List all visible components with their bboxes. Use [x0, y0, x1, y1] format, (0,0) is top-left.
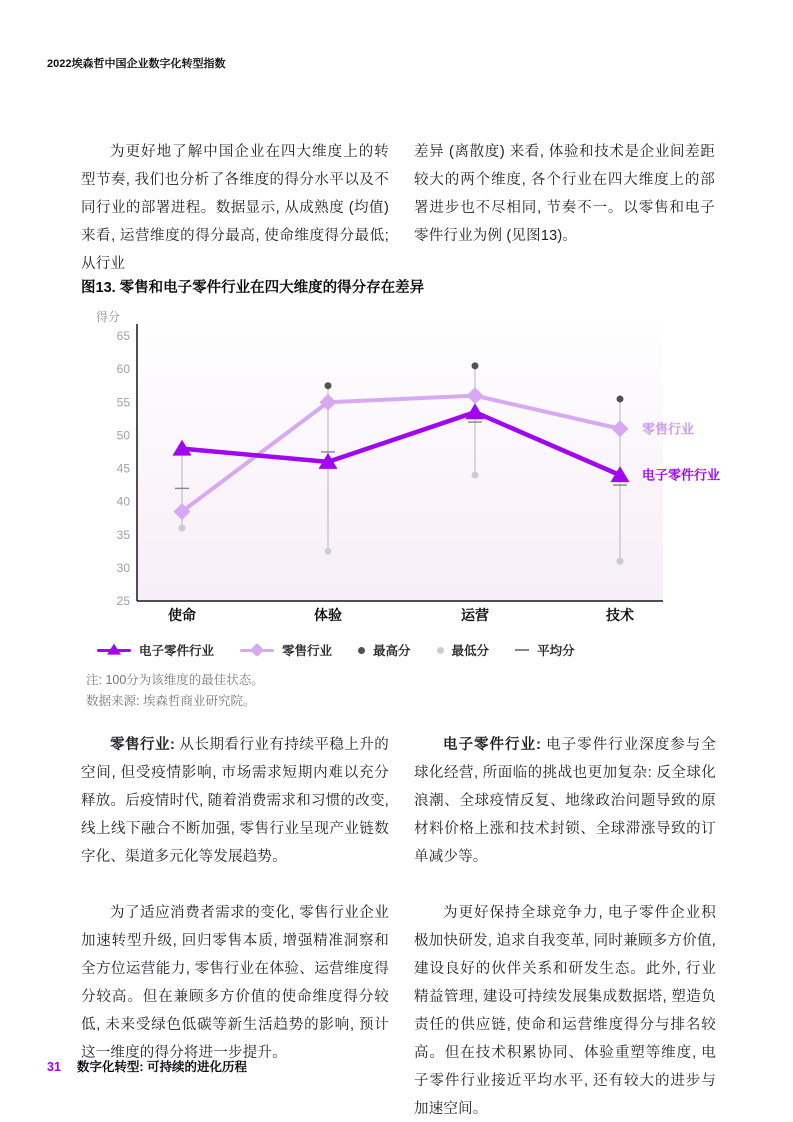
line-chart — [96, 322, 793, 628]
svg-text:电子零件行业: 电子零件行业 — [642, 467, 721, 483]
report-header: 2022埃森哲中国企业数字化转型指数 — [47, 58, 226, 70]
figure-note-2: 数据来源: 埃森哲商业研究院。 — [86, 694, 256, 708]
avg-score-dash-icon — [515, 649, 529, 651]
svg-text:50: 50 — [116, 428, 130, 443]
electronics-lead: 电子零件行业: — [443, 737, 542, 753]
svg-text:使命: 使命 — [168, 607, 196, 623]
retail-lead: 零售行业: — [110, 737, 175, 753]
legend-item-min — [437, 641, 490, 659]
analysis-column-retail — [81, 731, 389, 1095]
legend-item-avg — [515, 641, 575, 659]
retail-paragraph-2: 为了适应消费者需求的变化, 零售行业企业加速转型升级, 回归零售本质, 增强精准洞察和全方位运营能力, 零售行业在体验、运营维度得分较高。但在兼顾多方价值的使命维度得分较低, 未来受绿色低碳等新生活趋势的影响, 预计这一维度的得分将进一步提升。 — [81, 905, 389, 1061]
electronics-paragraph-1-text: 电子零件行业深度参与全球化经营, 所面临的挑战也更加复杂: 反全球化浪潮、全球疫情反复、地缘政治问题导致的原材料价格上涨和技术封锁、全球滞涨导致的订单减少等。 — [414, 737, 716, 865]
intro-paragraph-left: 为更好地了解中国企业在四大维度上的转型节奏, 我们也分析了各维度的得分水平以及不同行业的部署进程。数据显示, 从成熟度 (均值) 来看, 运营维度的得分最高, 使命维度得分最低; 从行业 — [81, 144, 389, 272]
svg-text:体验: 体验 — [314, 607, 342, 623]
chart-legend — [97, 641, 575, 659]
legend-label: 平均分 — [537, 644, 575, 658]
svg-text:45: 45 — [116, 461, 130, 476]
legend-label: 电子零件行业 — [139, 644, 215, 658]
retail-paragraph-1-text: 从长期看行业有持续平稳上升的空间, 但受疫情影响, 市场需求短期内难以充分释放。后疫情时代, 随着消费需求和习惯的改变, 线上线下融合不断加强, 零售行业呈现产业链数字化、渠道多元化等发展趋势。 — [81, 737, 389, 865]
analysis-column-electronics — [414, 731, 716, 1122]
retail-line-diamond-icon — [240, 649, 274, 652]
page-footer — [47, 1057, 247, 1075]
figure-title: 图13. 零售和电子零件行业在四大维度的得分存在差异 — [81, 280, 425, 296]
legend-item-electronics — [97, 641, 214, 659]
legend-label: 零售行业 — [282, 644, 333, 658]
y-axis-title: 得分 — [96, 310, 121, 324]
svg-text:运营: 运营 — [461, 607, 489, 623]
legend-item-retail — [240, 641, 332, 659]
svg-text:65: 65 — [116, 329, 130, 343]
max-score-dot-icon — [358, 647, 365, 654]
svg-text:25: 25 — [116, 594, 130, 608]
figure-note-1: 注: 100分为该维度的最佳状态。 — [86, 673, 264, 687]
svg-text:60: 60 — [116, 362, 130, 377]
svg-text:35: 35 — [116, 527, 130, 542]
legend-item-max — [358, 641, 411, 659]
svg-text:55: 55 — [116, 395, 130, 410]
figure-notes — [86, 670, 264, 712]
intro-column-right — [414, 138, 715, 278]
svg-text:零售行业: 零售行业 — [642, 421, 695, 437]
retail-paragraph-1 — [81, 731, 389, 871]
svg-text:技术: 技术 — [606, 607, 634, 623]
page-number: 31 — [47, 1060, 61, 1074]
footer-title: 数字化转型: 可持续的进化历程 — [76, 1060, 248, 1074]
svg-text:30: 30 — [116, 560, 130, 575]
legend-label: 最高分 — [373, 644, 411, 658]
intro-paragraph-right: 差异 (离散度) 来看, 体验和技术是企业间差距较大的两个维度, 各个行业在四大维度上的部署进步也不尽相同, 节奏不一。以零售和电子零件行业为例 (见图13)。 — [414, 144, 715, 244]
electronics-paragraph-2: 为更好保持全球竞争力, 电子零件企业积极加快研发, 追求自我变革, 同时兼顾多方价值, 建设良好的伙伴关系和研发生态。此外, 行业精益管理, 建设可持续发展集成数据塔, 塑造负责任的供应链, 使命和运营维度得分与排名较高。但在技术积累协同、体验重塑等维度, 电子零件行业接近平均水平, 还有较大的进步与加速空间。 — [414, 905, 716, 1117]
min-score-dot-icon — [437, 647, 444, 654]
legend-label: 最低分 — [451, 644, 490, 658]
chart-canvas — [96, 322, 793, 628]
electronics-line-triangle-icon — [97, 649, 131, 652]
electronics-paragraph-1 — [414, 731, 716, 871]
svg-text:40: 40 — [116, 494, 130, 509]
